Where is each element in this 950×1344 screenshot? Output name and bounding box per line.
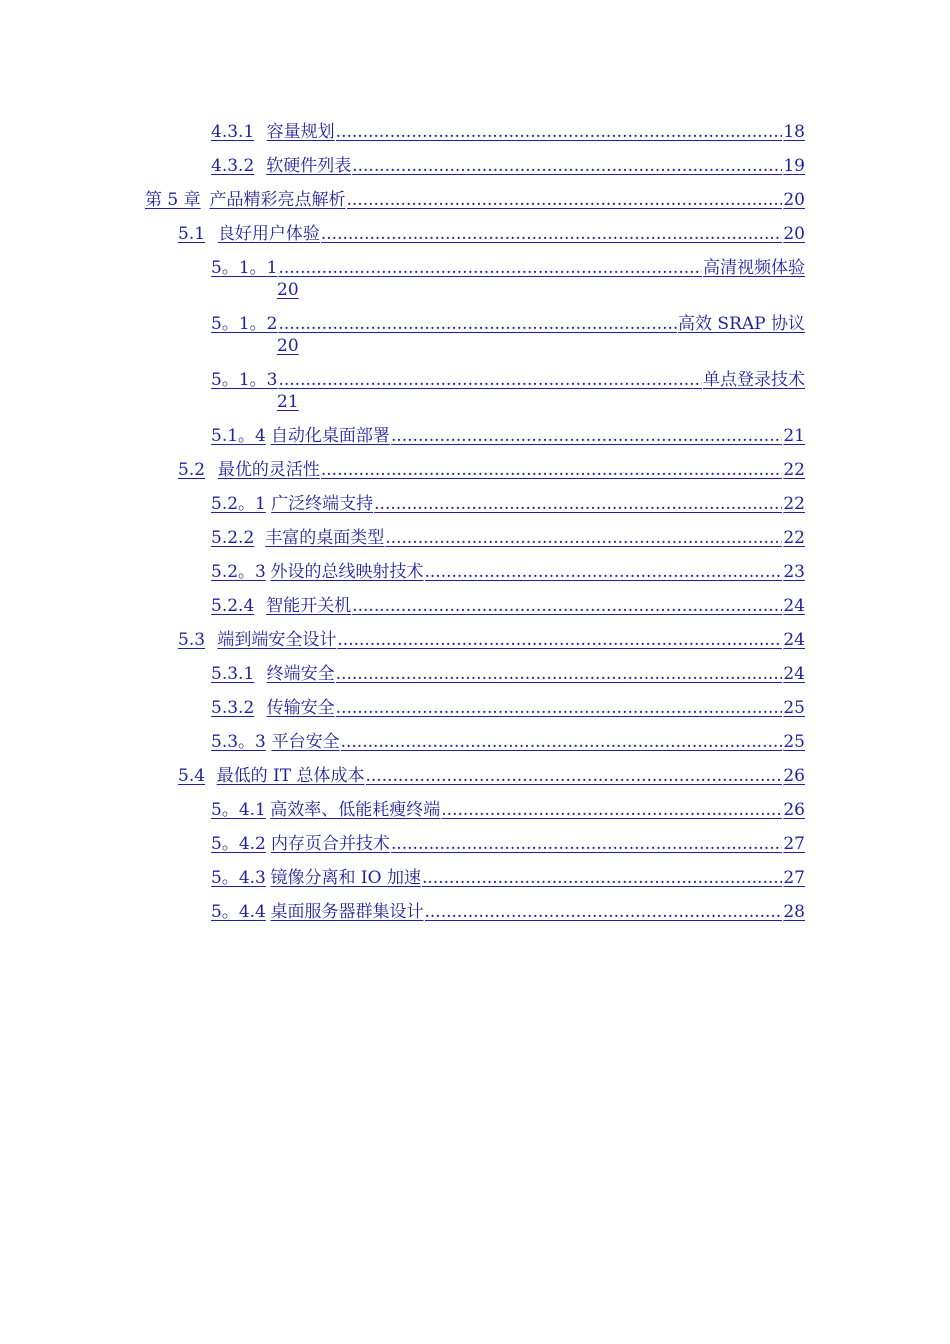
toc-entry-5-1-4[interactable] — [211, 425, 805, 447]
toc-entry-5-4-4[interactable] — [211, 901, 805, 923]
toc-entry-title: 软硬件列表 — [266, 156, 352, 176]
toc-entry-title: 丰富的桌面类型 — [265, 528, 385, 548]
toc-entry-chapter-5[interactable] — [145, 189, 805, 211]
toc-entry-title: 镜像分离和 IO 加速 — [270, 868, 421, 888]
toc-entry-page: 20 — [277, 280, 299, 300]
toc-entry-number: 5.3。3 — [211, 732, 266, 752]
toc-entry-number: 5。1。1 — [211, 258, 278, 278]
toc-entry-number: 5.2。1 — [211, 494, 266, 514]
toc-leader-dots — [352, 155, 782, 177]
toc-entry-page: 24 — [783, 664, 805, 684]
toc-entry-page: 22 — [783, 460, 805, 480]
toc-entry-title: 桌面服务器群集设计 — [270, 902, 424, 922]
toc-entry-page: 24 — [783, 596, 805, 616]
toc-entry-number: 5。4.1 — [211, 800, 266, 820]
toc-leader-dots — [278, 313, 677, 335]
toc-entry-5-3[interactable] — [178, 629, 805, 651]
toc-entry-page: 25 — [783, 732, 805, 752]
toc-entry-5-4-3[interactable] — [211, 867, 805, 889]
toc-entry-page: 20 — [783, 190, 805, 210]
toc-entry-title: 容量规划 — [266, 122, 335, 142]
toc-entry-page: 18 — [783, 122, 805, 142]
toc-entry-5-1-1[interactable] — [211, 257, 805, 301]
toc-leader-dots — [347, 189, 783, 211]
toc-entry-page: 20 — [783, 224, 805, 244]
toc-leader-dots — [391, 833, 782, 855]
toc-entry-title: 传输安全 — [266, 698, 335, 718]
toc-entry-number: 第 5 章 — [145, 190, 201, 210]
toc-entry-5-4-1[interactable] — [211, 799, 805, 821]
toc-leader-dots — [336, 663, 783, 685]
toc-leader-dots — [278, 257, 702, 279]
toc-leader-dots — [366, 765, 783, 787]
toc-entry-page: 22 — [783, 528, 805, 548]
toc-entry-page: 27 — [783, 834, 805, 854]
toc-entry-number: 4.3.1 — [211, 122, 255, 142]
toc-entry-5-3-1[interactable] — [211, 663, 805, 685]
toc-entry-5-1-3[interactable] — [211, 369, 805, 413]
toc-entry-title: 平台安全 — [271, 732, 340, 752]
toc-leader-dots — [337, 629, 782, 651]
toc-entry-number: 5.2 — [178, 460, 206, 480]
toc-leader-dots — [336, 697, 783, 719]
toc-leader-dots — [336, 121, 783, 143]
toc-entry-number: 5.1。4 — [211, 426, 266, 446]
toc-entry-page: 22 — [783, 494, 805, 514]
toc-entry-5-3-2[interactable] — [211, 697, 805, 719]
toc-entry-number: 5.3 — [178, 630, 206, 650]
toc-entry-number: 5.2.4 — [211, 596, 255, 616]
toc-leader-dots — [321, 459, 783, 481]
toc-leader-dots — [352, 595, 782, 617]
toc-entry-5-4-2[interactable] — [211, 833, 805, 855]
toc-leader-dots — [278, 369, 702, 391]
toc-entry-number: 4.3.2 — [211, 156, 255, 176]
toc-entry-5-1-2[interactable] — [211, 313, 805, 357]
toc-leader-dots — [321, 223, 783, 245]
toc-entry-title: 广泛终端支持 — [271, 494, 374, 514]
toc-entry-number: 5.2。3 — [211, 562, 266, 582]
toc-entry-title: 内存页合并技术 — [270, 834, 390, 854]
toc-entry-title: 单点登录技术 — [703, 370, 805, 390]
toc-entry-number: 5。4.4 — [211, 902, 266, 922]
toc-entry-page: 19 — [783, 156, 805, 176]
toc-entry-title: 产品精彩亮点解析 — [209, 190, 346, 210]
toc-entry-number: 5.4 — [178, 766, 206, 786]
toc-entry-4-3-1[interactable] — [211, 121, 805, 143]
toc-entry-page: 26 — [783, 800, 805, 820]
toc-entry-number: 5.1 — [178, 224, 206, 244]
toc-entry-number: 5.3.2 — [211, 698, 255, 718]
toc-leader-dots — [441, 799, 782, 821]
toc-leader-dots — [425, 561, 783, 583]
toc-entry-5-3-3[interactable] — [211, 731, 805, 753]
toc-leader-dots — [391, 425, 782, 447]
toc-entry-page: 23 — [783, 562, 805, 582]
toc-entry-title: 高效 SRAP 协议 — [678, 314, 805, 334]
toc-entry-page: 27 — [783, 868, 805, 888]
toc-entry-title: 端到端安全设计 — [217, 630, 337, 650]
toc-entry-page: 20 — [277, 336, 299, 356]
toc-leader-dots — [422, 867, 782, 889]
toc-entry-5-4[interactable] — [178, 765, 805, 787]
toc-entry-page: 25 — [783, 698, 805, 718]
toc-entry-title: 最优的灵活性 — [217, 460, 320, 480]
toc-entry-5-2-4[interactable] — [211, 595, 805, 617]
toc-entry-title: 外设的总线映射技术 — [270, 562, 424, 582]
toc-entry-5-1[interactable] — [178, 223, 805, 245]
toc-entry-5-2-1[interactable] — [211, 493, 805, 515]
toc-entry-5-2-3[interactable] — [211, 561, 805, 583]
toc-entry-5-2-2[interactable] — [211, 527, 805, 549]
toc-entry-number: 5。4.2 — [211, 834, 266, 854]
toc-entry-page: 26 — [783, 766, 805, 786]
toc-entry-number: 5。4.3 — [211, 868, 266, 888]
toc-entry-4-3-2[interactable] — [211, 155, 805, 177]
toc-entry-number: 5.2.2 — [211, 528, 255, 548]
toc-entry-page: 21 — [783, 426, 805, 446]
toc-leader-dots — [385, 527, 782, 549]
toc-entry-number: 5.3.1 — [211, 664, 255, 684]
toc-entry-title: 良好用户体验 — [217, 224, 320, 244]
toc-entry-page: 28 — [783, 902, 805, 922]
toc-leader-dots — [425, 901, 783, 923]
toc-entry-number: 5。1。3 — [211, 370, 278, 390]
toc-entry-title: 智能开关机 — [266, 596, 352, 616]
toc-leader-dots — [374, 493, 782, 515]
toc-entry-5-2[interactable] — [178, 459, 805, 481]
toc-entry-title: 最低的 IT 总体成本 — [216, 766, 365, 786]
toc-entry-title: 高效率、低能耗瘦终端 — [270, 800, 441, 820]
toc-entry-page: 21 — [277, 392, 299, 412]
toc-entry-page: 24 — [783, 630, 805, 650]
toc-entry-title: 自动化桌面部署 — [270, 426, 390, 446]
toc-entry-title: 高清视频体验 — [703, 258, 805, 278]
toc-leader-dots — [341, 731, 783, 753]
toc-entry-title: 终端安全 — [266, 664, 335, 684]
toc-entry-number: 5。1。2 — [211, 314, 278, 334]
